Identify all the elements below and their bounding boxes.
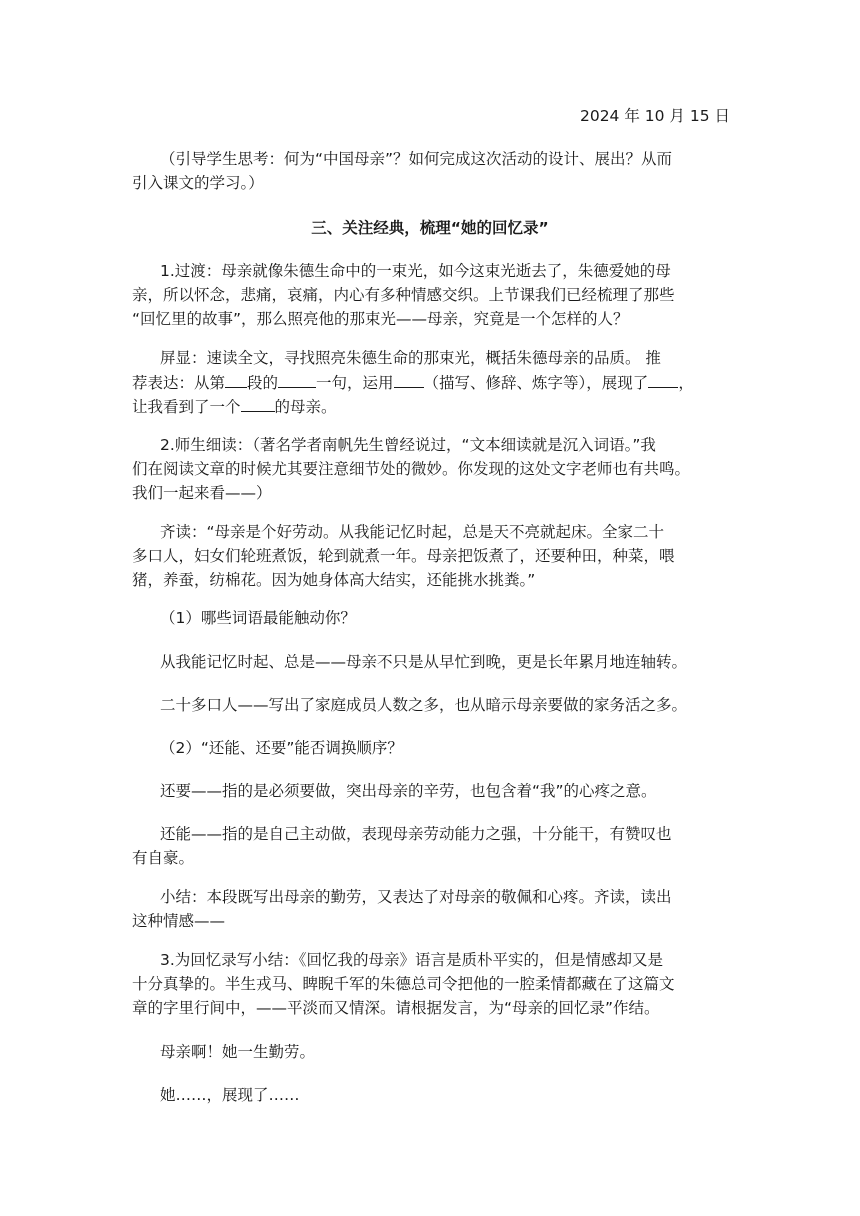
intro-line-1: （引导学生思考：何为“中国母亲”？如何完成这次活动的设计、展出？从而: [160, 150, 673, 168]
close-reading-line-2: 们在阅读文章的时候尤其要注意细节处的微妙。你发现的这处文字老师也有共鸣。: [132, 460, 691, 478]
fill-blank: [278, 369, 316, 388]
answer-1: 从我能记忆时起、总是——母亲不只是从早忙到晚，更是长年累月地连轴转。: [160, 653, 688, 671]
recite-line-1: 齐读：“母亲是个好劳动。从我能记忆时起，总是天不亮就起床。全家二十: [160, 523, 665, 541]
wrap-up-line-3: 章的字里行间中，——平淡而又情深。请根据发言，为“母亲的回忆录”作结。: [132, 999, 660, 1017]
question-1: （1）哪些词语最能触动你？: [160, 609, 356, 627]
question-2: （2）“还能、还要”能否调换顺序？: [160, 739, 403, 757]
closing-line-2: 她……，展现了……: [160, 1086, 300, 1104]
answer-4-line-1: 还能——指的是自己主动做，表现母亲劳动能力之强，十分能干，有赞叹也: [160, 825, 672, 843]
summary-line-1: 小结：本段既写出母亲的勤劳，又表达了对母亲的敬佩和心疼。齐读，读出: [160, 888, 672, 906]
wrap-up-line-1: 3.为回忆录写小结：《回忆我的母亲》语言是质朴平实的，但是情感却又是: [160, 951, 664, 969]
recite-line-2: 多口人，妇女们轮班煮饭，轮到就煮一年。母亲把饭煮了，还要种田，种菜，喂: [132, 547, 675, 565]
answer-4-line-2: 有自豪。: [132, 849, 195, 867]
screen-text: 让我看到了一个: [132, 398, 241, 416]
transition-line-3: “回忆里的故事”，那么照亮他的那束光——母亲，究竟是一个怎样的人？: [132, 310, 629, 328]
fill-blank: [225, 369, 247, 388]
date-line: 2024 年 10 月 15 日: [579, 107, 730, 125]
screen-line-3: [132, 393, 732, 420]
recite-line-3: 猪，养蚕，纺棉花。因为她身体高大结实，还能挑水挑粪。”: [132, 571, 536, 589]
screen-line-1: 屏显：速读全文，寻找照亮朱德生命的那束光，概括朱德母亲的品质。 推: [160, 349, 661, 367]
wrap-up-line-2: 十分真挚的。半生戎马、睥睨千军的朱德总司令把他的一腔柔情都藏在了这篇文: [132, 975, 675, 993]
screen-text: 荐表达：从第: [132, 374, 226, 392]
screen-text: 一句，运用: [316, 374, 394, 392]
answer-2: 二十多口人——写出了家庭成员人数之多，也从暗示母亲要做的家务活之多。: [160, 696, 688, 714]
fill-blank: [241, 393, 275, 412]
answer-3: 还要——指的是必须要做，突出母亲的辛劳，也包含着“我”的心疼之意。: [160, 782, 657, 800]
section-heading: 三、关注经典，梳理“她的回忆录”: [311, 219, 549, 237]
close-reading-line-3: 我们一起来看——）: [132, 484, 272, 502]
screen-text: 的母亲。: [274, 398, 337, 416]
transition-line-1: 1.过渡：母亲就像朱德生命中的一束光，如今这束光逝去了，朱德爱她的母: [160, 262, 671, 280]
summary-line-2: 这种情感——: [132, 912, 226, 930]
screen-text: 段的: [247, 374, 279, 392]
screen-line-2: [132, 369, 732, 396]
closing-line-1: 母亲啊！她一生勤劳。: [160, 1043, 316, 1061]
fill-blank: [394, 369, 424, 388]
screen-text: ，: [678, 374, 694, 392]
close-reading-line-1: 2.师生细读：（著名学者南帆先生曾经说过，“文本细读就是沉入词语。”我: [160, 436, 656, 454]
fill-blank: [648, 369, 678, 388]
transition-line-2: 亲，所以怀念，悲痛，哀痛，内心有多种情感交织。上节课我们已经梳理了那些: [132, 286, 675, 304]
intro-line-2: 引入课文的学习。）: [132, 174, 264, 192]
screen-text: （描写、修辞、炼字等），展现了: [423, 374, 649, 392]
